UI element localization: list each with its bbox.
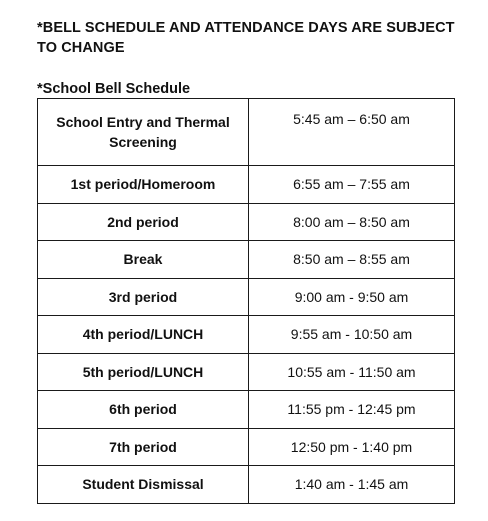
period-name: 3rd period <box>38 278 249 316</box>
period-name: 2nd period <box>38 203 249 241</box>
period-name: 4th period/LUNCH <box>38 316 249 354</box>
table-row <box>38 466 455 504</box>
bell-schedule-heading: *School Bell Schedule <box>37 81 191 97</box>
table-row <box>38 241 455 279</box>
period-name: 6th period <box>38 391 249 429</box>
period-time: 12:50 pm - 1:40 pm <box>249 428 455 466</box>
period-time: 9:55 am - 10:50 am <box>249 316 455 354</box>
table-row <box>38 203 455 241</box>
table-row <box>38 316 455 354</box>
schedule-change-notice: *BELL SCHEDULE AND ATTENDANCE DAYS ARE SUBJECT TO CHANGE <box>37 20 455 56</box>
period-name: 1st period/Homeroom <box>38 166 249 204</box>
period-name: Student Dismissal <box>38 466 249 504</box>
period-time: 1:40 am - 1:45 am <box>249 466 455 504</box>
table-row <box>38 353 455 391</box>
table-row <box>38 391 455 429</box>
period-name: School Entry and Thermal Screening <box>38 99 249 166</box>
table-row <box>38 428 455 466</box>
period-name: 7th period <box>38 428 249 466</box>
period-time: 6:55 am – 7:55 am <box>249 166 455 204</box>
period-time: 9:00 am - 9:50 am <box>249 278 455 316</box>
table-row <box>38 99 455 166</box>
period-time: 11:55 pm - 12:45 pm <box>249 391 455 429</box>
table-row <box>38 166 455 204</box>
table-row <box>38 278 455 316</box>
period-time: 5:45 am – 6:50 am <box>249 99 455 166</box>
period-time: 8:00 am – 8:50 am <box>249 203 455 241</box>
period-time: 8:50 am – 8:55 am <box>249 241 455 279</box>
period-name: 5th period/LUNCH <box>38 353 249 391</box>
period-name: Break <box>38 241 249 279</box>
bell-schedule-table <box>37 98 455 504</box>
period-time: 10:55 am - 11:50 am <box>249 353 455 391</box>
